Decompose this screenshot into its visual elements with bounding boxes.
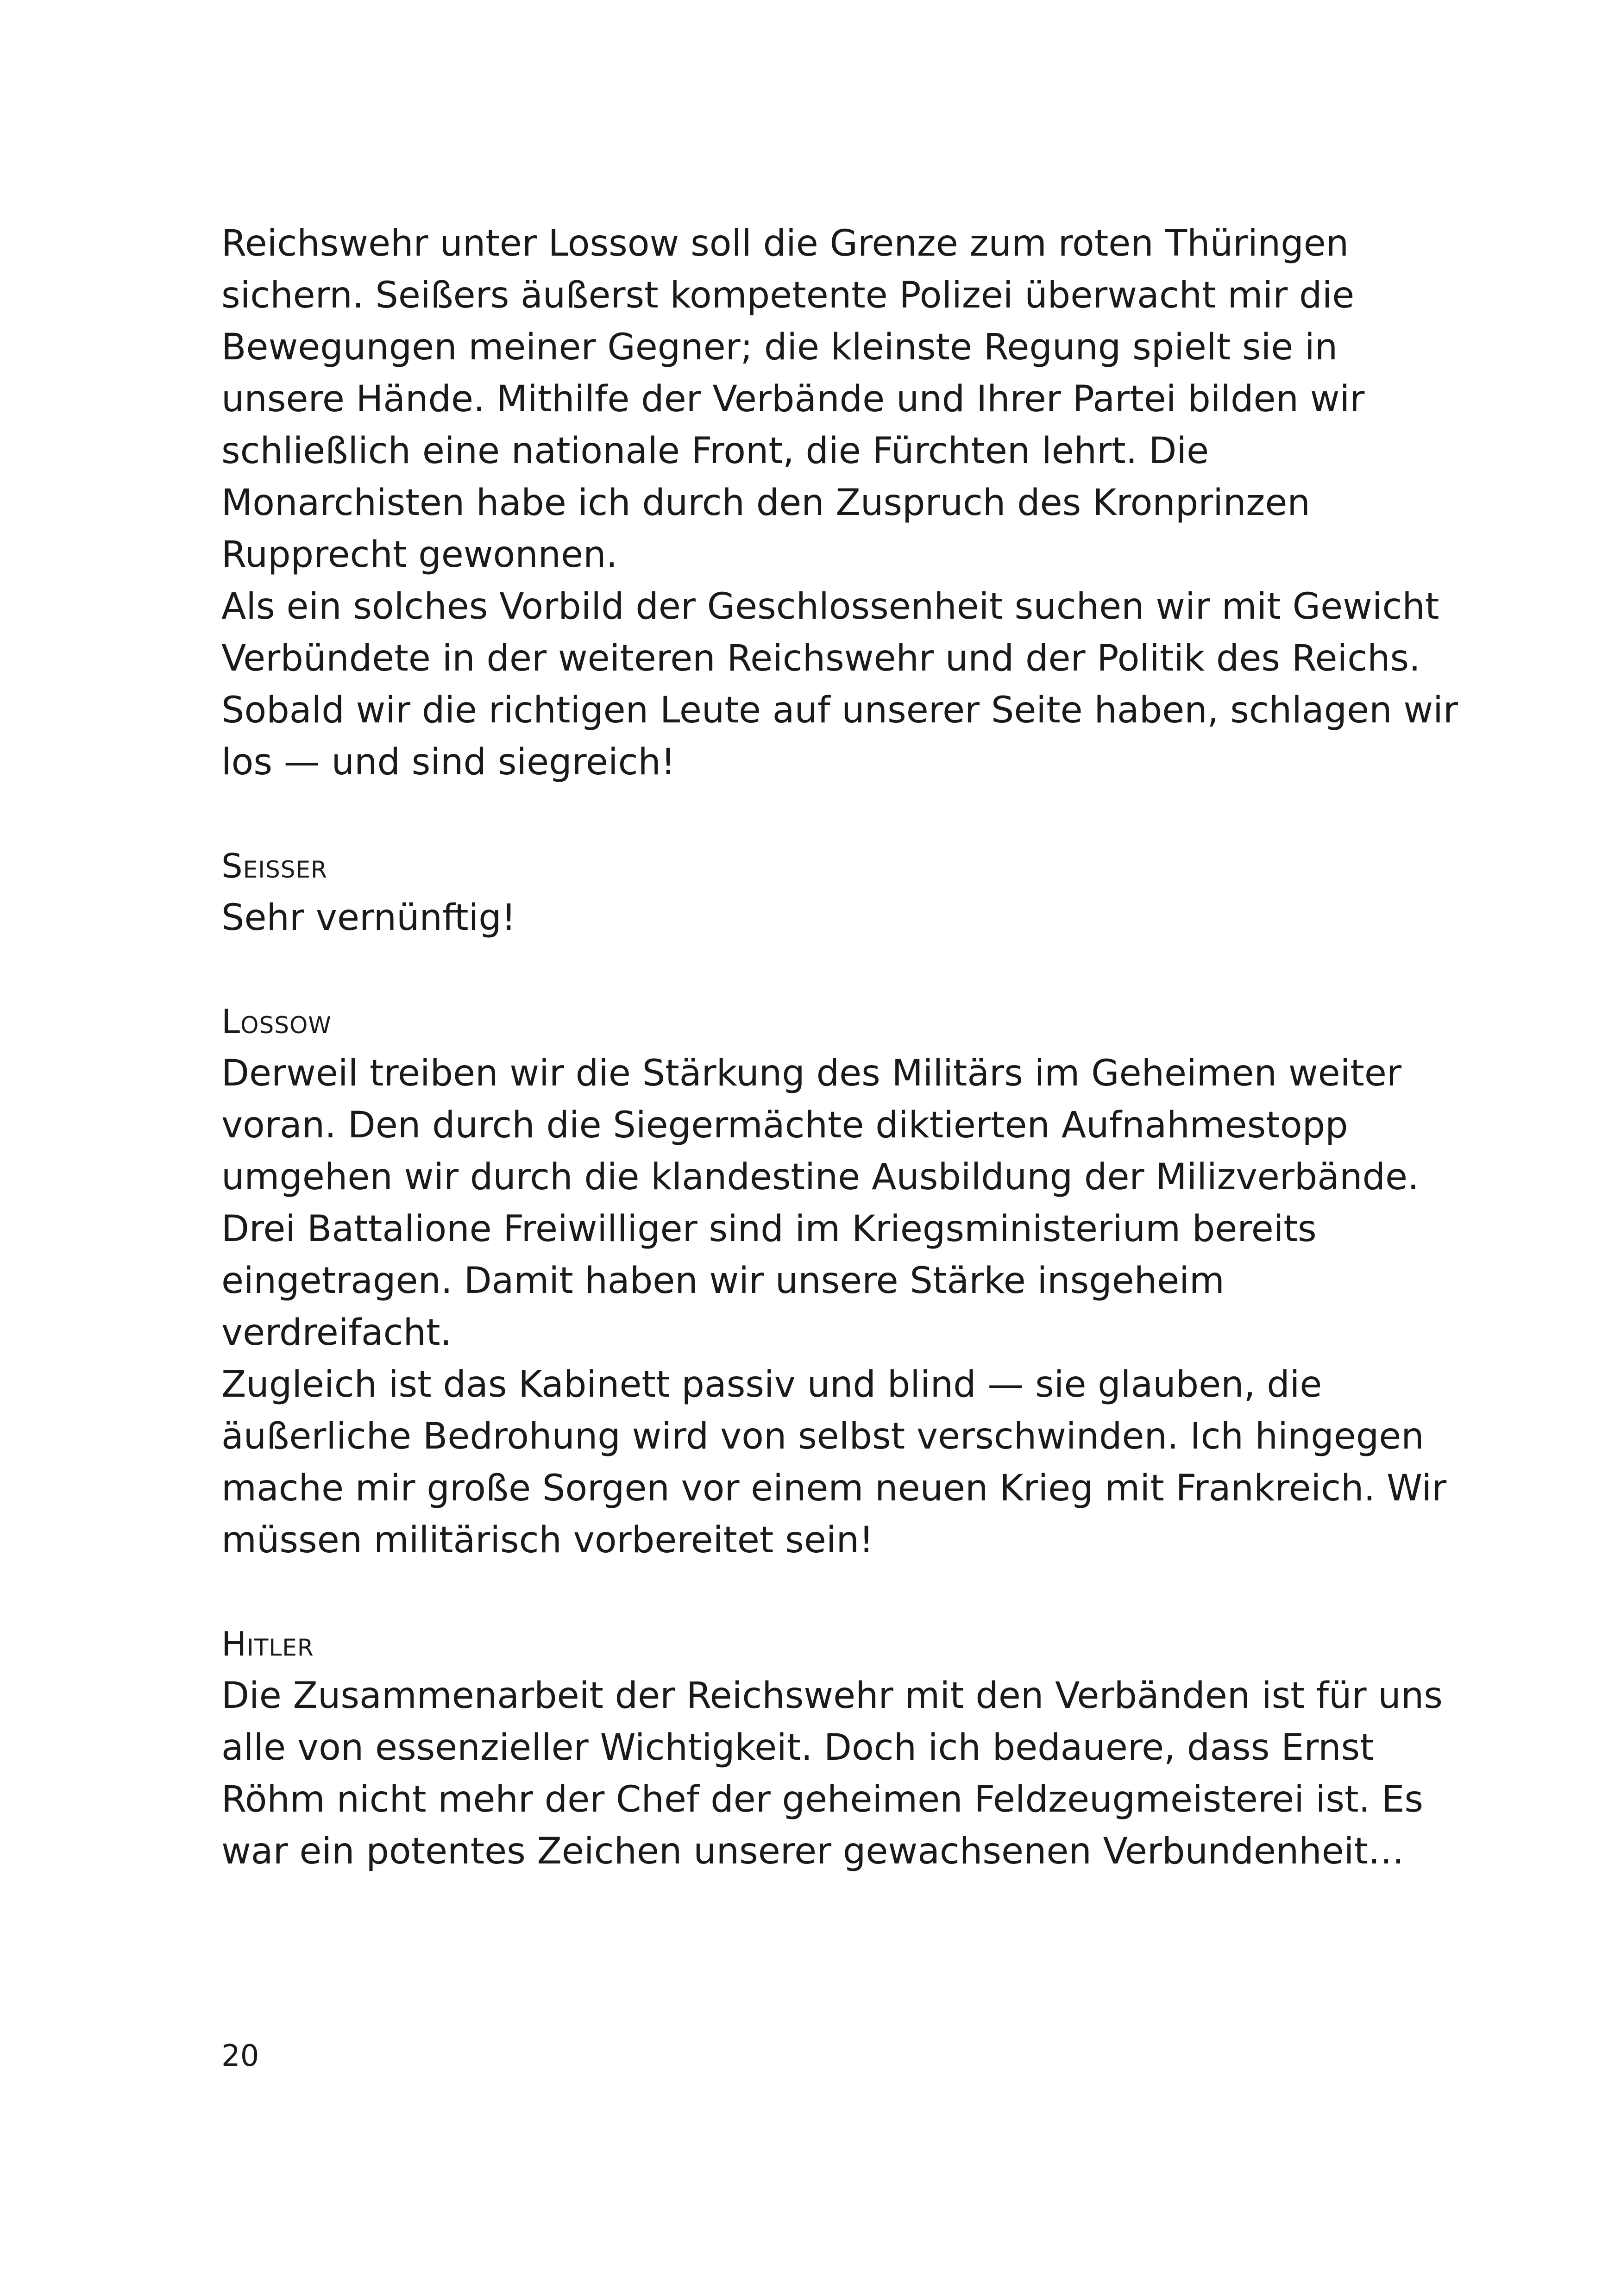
text-line: los — und sind siegreich!: [221, 741, 676, 783]
text-line: Derweil treiben wir die Stärkung des Militärs im Geheimen weiter: [221, 1053, 1401, 1094]
text-line: voran. Den durch die Siegermächte diktierten Aufnahmestopp: [221, 1104, 1348, 1146]
spacer: [221, 944, 1435, 996]
text-line: äußerliche Bedrohung wird von selbst verschwinden. Ich hingegen: [221, 1416, 1424, 1457]
speaker-name: Hitler: [221, 1625, 314, 1663]
text-line: Zugleich ist das Kabinett passiv und blind — sie glauben, die: [221, 1364, 1322, 1405]
text-line: Rupprecht gewonnen.: [221, 534, 618, 576]
spacer: [221, 788, 1435, 840]
text-line: schließlich eine nationale Front, die Fürchten lehrt. Die: [221, 430, 1209, 472]
text-line: sichern. Seißers äußerst kompetente Polizei überwacht mir die: [221, 275, 1355, 316]
spacer: [221, 1566, 1435, 1618]
speech-block: [221, 840, 1435, 944]
text-line: umgehen wir durch die klandestine Ausbildung der Milizverbände.: [221, 1156, 1419, 1198]
text-line: Sobald wir die richtigen Leute auf unserer Seite haben, schlagen wir: [221, 690, 1458, 731]
text-line: Als ein solches Vorbild der Geschlossenheit suchen wir mit Gewicht: [221, 586, 1439, 627]
text-line: war ein potentes Zeichen unserer gewachsenen Verbundenheit…: [221, 1831, 1404, 1872]
speech-block: [221, 1618, 1443, 1877]
speaker-name: Lossow: [221, 1002, 332, 1041]
text-line: Drei Battalione Freiwilliger sind im Kriegsministerium bereits: [221, 1208, 1317, 1250]
speaker-name: Seisser: [221, 847, 327, 885]
text-line: Sehr vernünftig!: [221, 897, 516, 939]
text-line: Verbündete in der weiteren Reichswehr und der Politik des Reichs.: [221, 638, 1420, 679]
text-line: eingetragen. Damit haben wir unsere Stärke insgeheim: [221, 1260, 1225, 1302]
text-line: verdreifacht.: [221, 1312, 452, 1354]
text-line: unsere Hände. Mithilfe der Verbände und Ihrer Partei bilden wir: [221, 378, 1365, 420]
text-line: Bewegungen meiner Gegner; die kleinste Regung spielt sie in: [221, 326, 1338, 368]
text-line: müssen militärisch vorbereitet sein!: [221, 1519, 874, 1561]
text-line: Monarchisten habe ich durch den Zuspruch des Kronprinzen: [221, 482, 1310, 524]
text-line: Die Zusammenarbeit der Reichswehr mit den Verbänden ist für uns: [221, 1675, 1443, 1717]
text-line: alle von essenzieller Wichtigkeit. Doch ich bedauere, dass Ernst: [221, 1727, 1374, 1769]
text-line: Reichswehr unter Lossow soll die Grenze zum roten Thüringen: [221, 223, 1349, 264]
script-text: [221, 218, 1458, 1877]
text-line: Röhm nicht mehr der Chef der geheimen Feldzeugmeisterei ist. Es: [221, 1779, 1424, 1820]
speech-block: [221, 218, 1458, 788]
page-number: 20: [221, 2039, 259, 2073]
speech-block: [221, 996, 1447, 1566]
text-line: mache mir große Sorgen vor einem neuen Krieg mit Frankreich. Wir: [221, 1468, 1447, 1509]
